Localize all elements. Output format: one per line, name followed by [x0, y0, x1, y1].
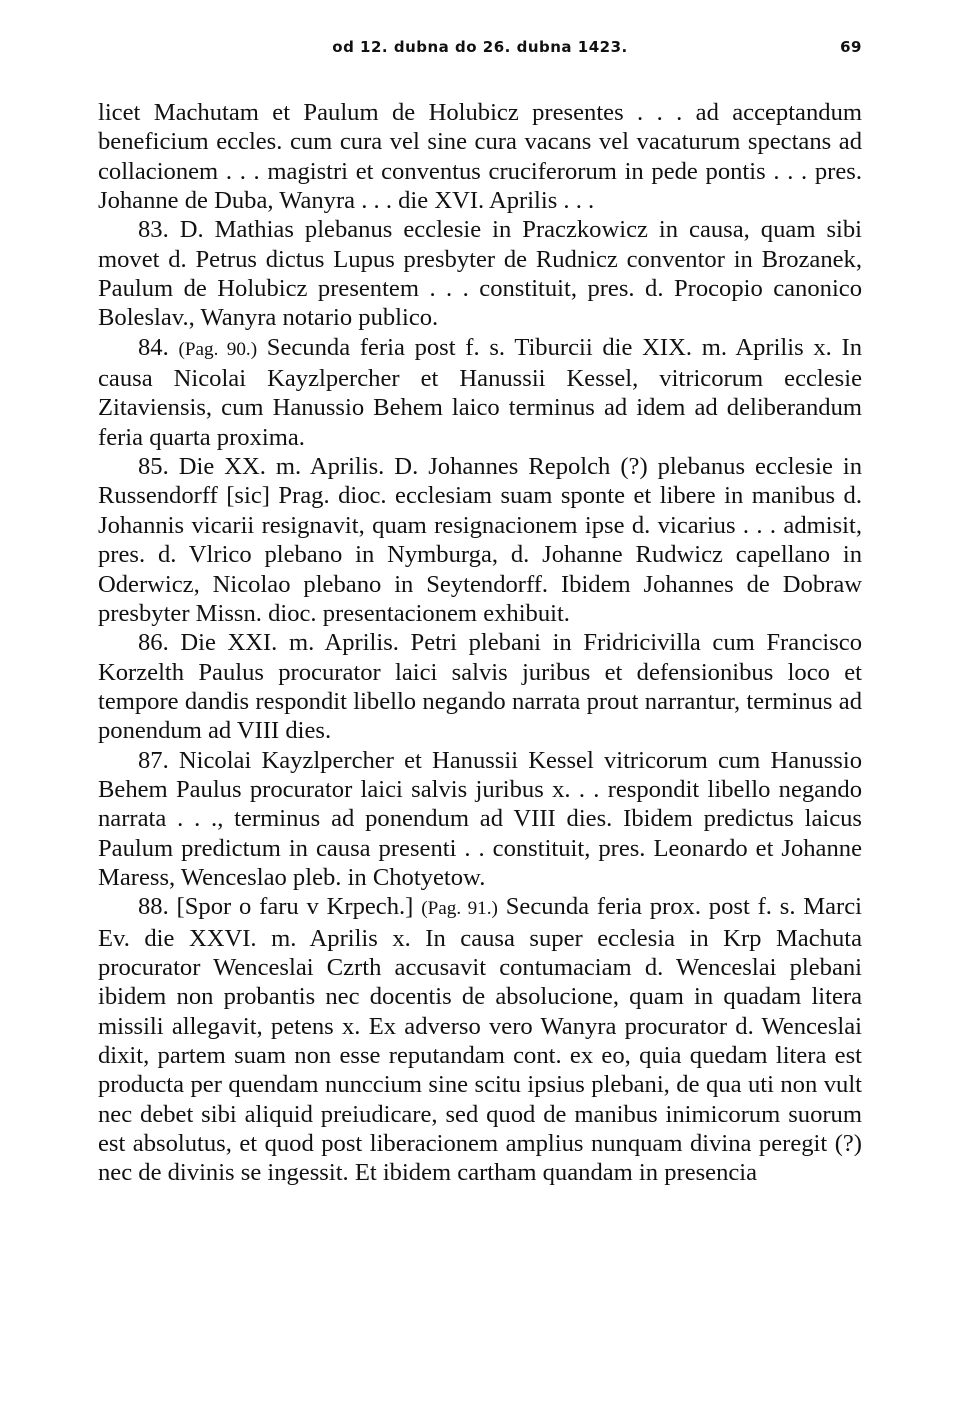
running-header [98, 34, 862, 64]
page-number: 69 [840, 38, 862, 56]
entry-number: 84. [138, 333, 179, 361]
page-reference: (Pag. 91.) [421, 898, 498, 920]
paragraph-text: 85. Die XX. m. Aprilis. D. Johannes Repolch (?) plebanus ecclesie in Russendorff [sic] Prag. dioc. ecclesiam suam sponte et libere in manibus d. Johannis vicarii resignavit, quam resignacionem ipse d. vicarius . . . admisit, pres. d. Vlrico plebano in Nymburga, d. Johanne Rudwicz capellano in Oderwicz, Nicolao plebano in Seytendorff. Ibidem Johannes de Dobraw presbyter Missn. dioc. presentacionem exhibuit. [98, 453, 862, 627]
paragraph-text: Secunda feria prox. post f. s. Marci Ev. die XXVI. m. Aprilis x. In causa super ecclesia in Krp Machuta procurator Wenceslai Czrth accusavit contumaciam d. Wenceslai plebani ibidem non probantis nec docentis de absolucione, quam in quadam litera missili allegavit, petens x. Ex adverso vero Wanyra procurator d. Wenceslai dixit, partem suam non esse reputandam cont. ex eo, quia quedam litera est producta per quendam nunccium sine scitu ipsius plebani, de qua uti non vult nec debet sibi aliquid preiudicare, sed quod de manibus inimicorum suorum est absolutus, et quod post liberacionem amplius nunquam divina peregit (?) nec de divinis se ingessit. Et ibidem cartham quandam in presencia [98, 893, 863, 1187]
page-reference: (Pag. 90.) [178, 338, 258, 360]
running-title: od 12. dubna do 26. dubna 1423. [332, 38, 628, 56]
body-text [98, 98, 862, 1188]
entry-86 [98, 628, 862, 745]
entry-88 [98, 892, 862, 1187]
paragraph-text: 87. Nicolai Kayzlpercher et Hanussii Kessel vitricorum cum Hanussio Behem Paulus procurator laici salvis juribus x. . . respondit libello negando narrata . . ., terminus ad ponendum ad VIII dies. Ibidem predictus laicus Paulum predictum in causa presenti . . constituit, pres. Leonardo et Johanne Maress, Wenceslao pleb. in Chotyetow. [98, 746, 862, 891]
paragraph-text: 83. D. Mathias plebanus ecclesie in Praczkowicz in causa, quam sibi movet d. Petrus dictus Lupus presbyter de Rudnicz conventor in Brozanek, Paulum de Holubicz presentem . . . constituit, pres. d. Procopio canonico Boleslav., Wanyra notario publico. [98, 216, 862, 332]
entry-85 [98, 452, 862, 628]
entry-87 [98, 746, 862, 893]
paragraph-text: licet Machutam et Paulum de Holubicz presentes . . . ad acceptandum beneficium eccles. cum cura vel sine cura vacans vel vacaturum spectans ad collacionem . . . magistri et conventus cruciferorum in pede pontis . . . pres. Johanne de Duba, Wanyra . . . die XVI. Aprilis . . . [98, 99, 862, 215]
entry-84 [98, 333, 862, 452]
paragraph-text: Secunda feria post f. s. Tiburcii die XIX. m. Aprilis x. In causa Nicolai Kayzlpercher et Hanussii Kessel, vitricorum ecclesie Zitaviensis, cum Hanussio Behem laico terminus ad idem ad deliberandum feria quarta proxima. [98, 333, 863, 451]
entry-heading: 88. [Spor o faru v Krpech.] [138, 893, 422, 921]
entry-83 [98, 215, 862, 332]
paragraph-continuation [98, 98, 862, 215]
document-page [98, 34, 862, 1188]
paragraph-text: 86. Die XXI. m. Aprilis. Petri plebani in Fridricivilla cum Francisco Korzelth Paulus procurator laici salvis juribus et defensionibus loco et tempore dandis respondit libello negando narrata prout narrantur, terminus ad ponendum ad VIII dies. [98, 629, 862, 745]
